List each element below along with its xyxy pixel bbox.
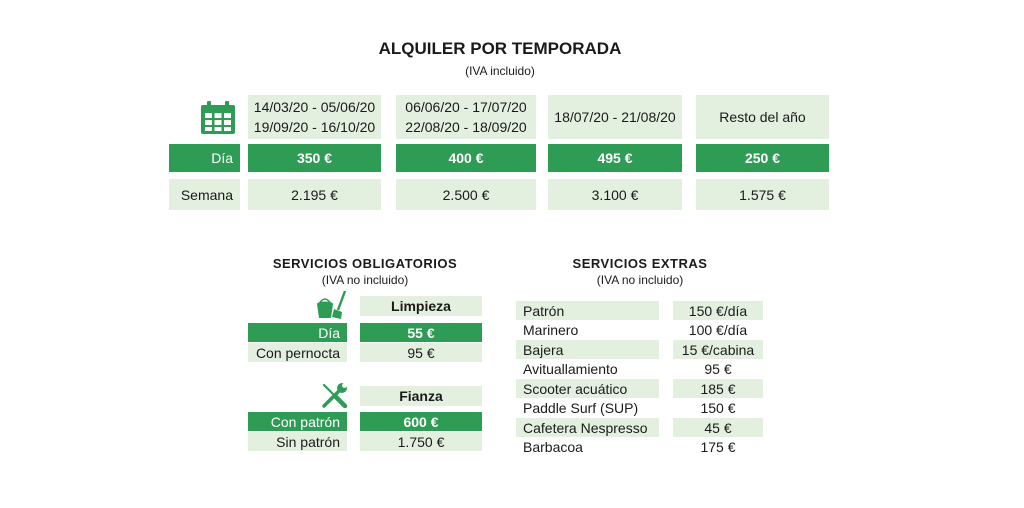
day-price: 495 € (548, 144, 682, 172)
extra-value: 175 € (700, 438, 736, 455)
extras-subtitle: (IVA no incluido) (596, 273, 684, 287)
extra-label: Barbacoa (523, 438, 583, 455)
period-line: 14/03/20 - 05/06/20 (253, 99, 376, 115)
mandatory-title: SERVICIOS OBLIGATORIOS (272, 256, 458, 271)
rental-subtitle: (IVA incluido) (465, 64, 535, 78)
week-price: 3.100 € (548, 179, 682, 210)
extra-label: Scooter acuático (516, 379, 659, 398)
extra-label: Marinero (523, 321, 579, 338)
period-header (696, 95, 829, 139)
deposit-row-value: 1.750 € (360, 432, 482, 451)
cleaning-row-value: 55 € (360, 323, 482, 342)
deposit-row-label: Con patrón (248, 412, 347, 431)
period-line: 19/09/20 - 16/10/20 (253, 119, 376, 135)
broom-bucket-icon (314, 290, 350, 320)
cleaning-row-label: Día (248, 323, 347, 342)
deposit-row-label: Sin patrón (248, 432, 347, 451)
mandatory-subtitle: (IVA no incluido) (321, 273, 409, 287)
extra-value: 150 € (700, 399, 736, 416)
extras-title: SERVICIOS EXTRAS (572, 256, 708, 271)
day-row-label: Día (169, 144, 240, 172)
extra-label: Patrón (516, 301, 659, 320)
rental-title: ALQUILER POR TEMPORADA (378, 39, 622, 58)
period-header (396, 95, 536, 139)
extra-value: 45 € (673, 418, 763, 437)
extra-label: Bajera (516, 340, 659, 359)
extra-value: 95 € (704, 360, 732, 377)
cleaning-header: Limpieza (360, 296, 482, 316)
extra-value: 150 €/día (673, 301, 763, 320)
day-price: 250 € (696, 144, 829, 172)
week-price: 2.195 € (248, 179, 381, 210)
cleaning-row-label: Con pernocta (248, 343, 347, 362)
day-price: 400 € (396, 144, 536, 172)
week-price: 1.575 € (696, 179, 829, 210)
week-price: 2.500 € (396, 179, 536, 210)
week-row-label: Semana (169, 179, 240, 210)
extra-label: Avituallamiento (523, 360, 618, 377)
period-line: 18/07/20 - 21/08/20 (554, 109, 676, 125)
extra-value: 100 €/día (688, 321, 748, 338)
extra-label: Cafetera Nespresso (516, 418, 659, 437)
extra-value: 185 € (673, 379, 763, 398)
day-price: 350 € (248, 144, 381, 172)
cleaning-row-value: 95 € (360, 343, 482, 362)
period-line: 22/08/20 - 18/09/20 (405, 119, 527, 135)
extra-value: 15 €/cabina (673, 340, 763, 359)
deposit-header: Fianza (360, 386, 482, 406)
deposit-row-value: 600 € (360, 412, 482, 431)
period-line: Resto del año (719, 109, 806, 125)
period-line: 06/06/20 - 17/07/20 (405, 99, 527, 115)
period-header (248, 95, 381, 139)
extra-label: Paddle Surf (SUP) (523, 399, 639, 416)
period-header (548, 95, 682, 139)
calendar-icon (200, 101, 236, 135)
wrench-screwdriver-icon (319, 381, 349, 411)
